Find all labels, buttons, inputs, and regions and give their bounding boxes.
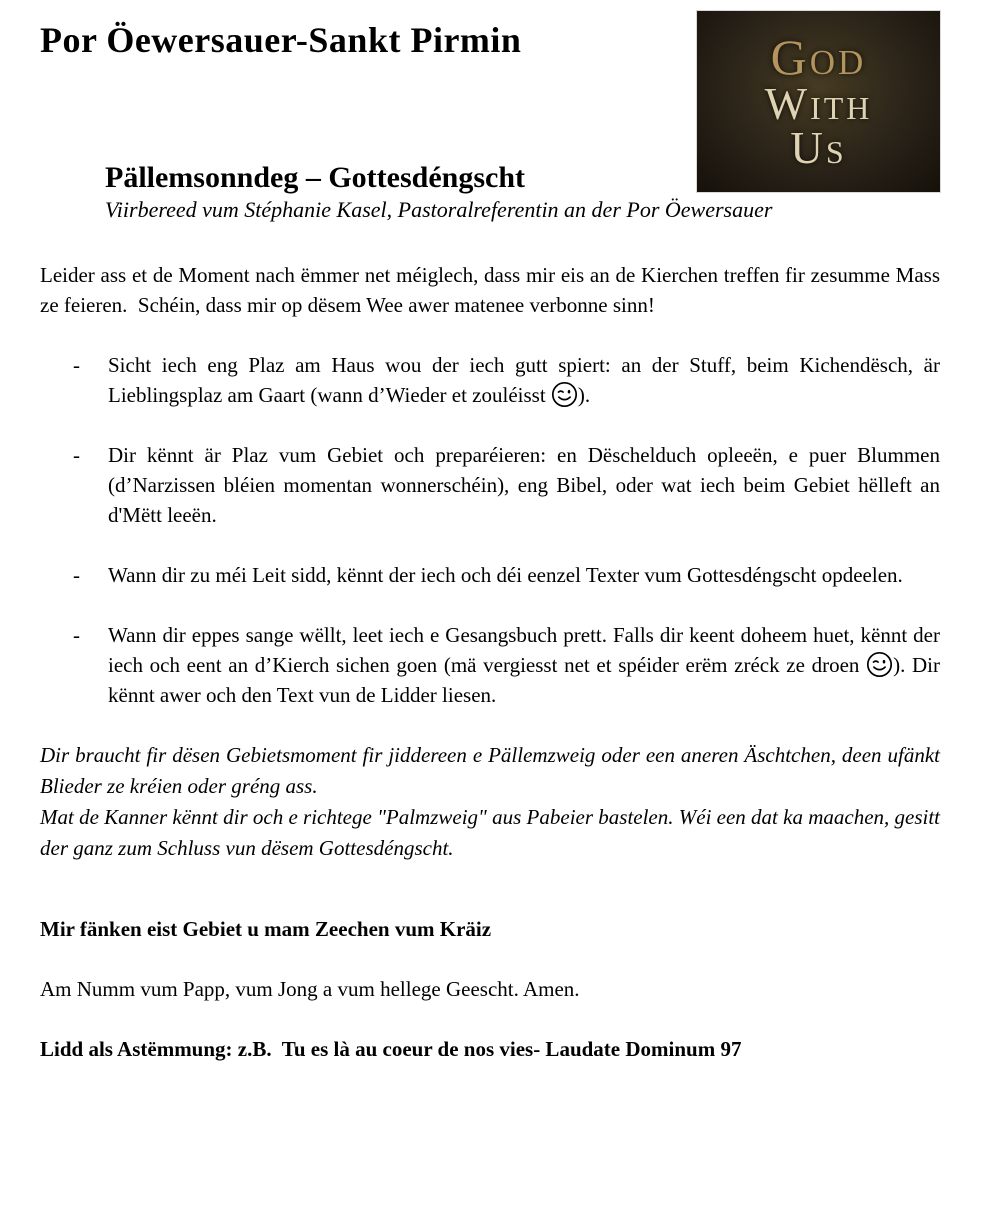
winking-smiley-icon — [866, 651, 893, 678]
bullet-dash: - — [73, 623, 80, 647]
bullet-text: Wann dir zu méi Leit sidd, kënnt der iech och déi eenzel Texter vum Gottesdéngscht opdeelen. — [108, 563, 903, 587]
bullet-item — [40, 440, 940, 530]
italic-note-paragraph-2: Mat de Kanner kënnt dir och e richtege "Palmzweig" aus Pabeier bastelen. Wéi een dat ka maachen, gesitt der ganz zum Schluss vun dësem Gottesdéngscht. — [40, 805, 941, 860]
italic-note-block — [40, 740, 940, 864]
prayer-line: Am Numm vum Papp, vum Jong a vum hellege Geescht. Amen. — [40, 977, 580, 1001]
intro-paragraph: Leider ass et de Moment nach ëmmer net méiglech, dass mir eis an de Kierchen treffen fir zesumme Mass ze feieren. Schéin, dass mir op dësem Wee awer matenee verbonne sinn! — [40, 263, 940, 317]
song-line: Lidd als Astëmmung: z.B. Tu es là au coeur de nos vies- Laudate Dominum 97 — [40, 1037, 742, 1061]
page-title: Por Öewersauer-Sankt Pirmin — [40, 20, 522, 60]
god-image-word-2: With — [764, 78, 873, 129]
bullet-text: Dir kënnt är Plaz vum Gebiet och preparéieren: en Dëschelduch opleeën, e puer Blummen (d’Narzissen bléien momentan wonnerschéin), eng Bibel, oder wat iech beim Gebiet hëlleft an d'Mëtt leeën. — [108, 443, 940, 527]
section-heading: Pällemsonndeg – Gottesdéngscht — [105, 161, 525, 194]
bullet-text: Sicht iech eng Plaz am Haus wou der iech gutt spiert: an der Stuff, beim Kichendësch, är Lieblingsplaz am Gaart (wann d’Wieder et zouléisst ). — [108, 353, 940, 407]
bullet-item — [40, 560, 940, 590]
byline: Viirbereed vum Stéphanie Kasel, Pastoralreferentin an der Por Öewersauer — [105, 197, 773, 222]
bullet-dash: - — [73, 353, 80, 377]
bullet-text: Wann dir eppes sange wëllt, leet iech e Gesangsbuch prett. Falls dir keent doheem huet, kënnt der iech och eent an d’Kierch sichen goen (mä vergiesst net et spéider erëm zréck ze droen ). Dir kënnt awer och den Text vun de Lidder liesen. — [108, 623, 940, 707]
bullet-item — [40, 350, 940, 410]
italic-note-paragraph-1: Dir braucht fir dësen Gebietsmoment fir jiddereen e Pällemzweig oder een aneren Äschtchen, deen ufänkt Blieder ze kréien oder gréng ass. — [40, 743, 940, 798]
bullet-dash: - — [73, 563, 80, 587]
god-image-word-3: Us — [790, 123, 847, 173]
god-image-word-1: God — [770, 28, 867, 85]
bullet-dash: - — [73, 443, 80, 467]
closing-heading: Mir fänken eist Gebiet u mam Zeechen vum Kräiz — [40, 917, 492, 941]
bullet-item — [40, 620, 940, 710]
god-with-us-image — [696, 10, 941, 193]
winking-smiley-icon — [551, 381, 578, 408]
bullet-list — [40, 350, 940, 710]
